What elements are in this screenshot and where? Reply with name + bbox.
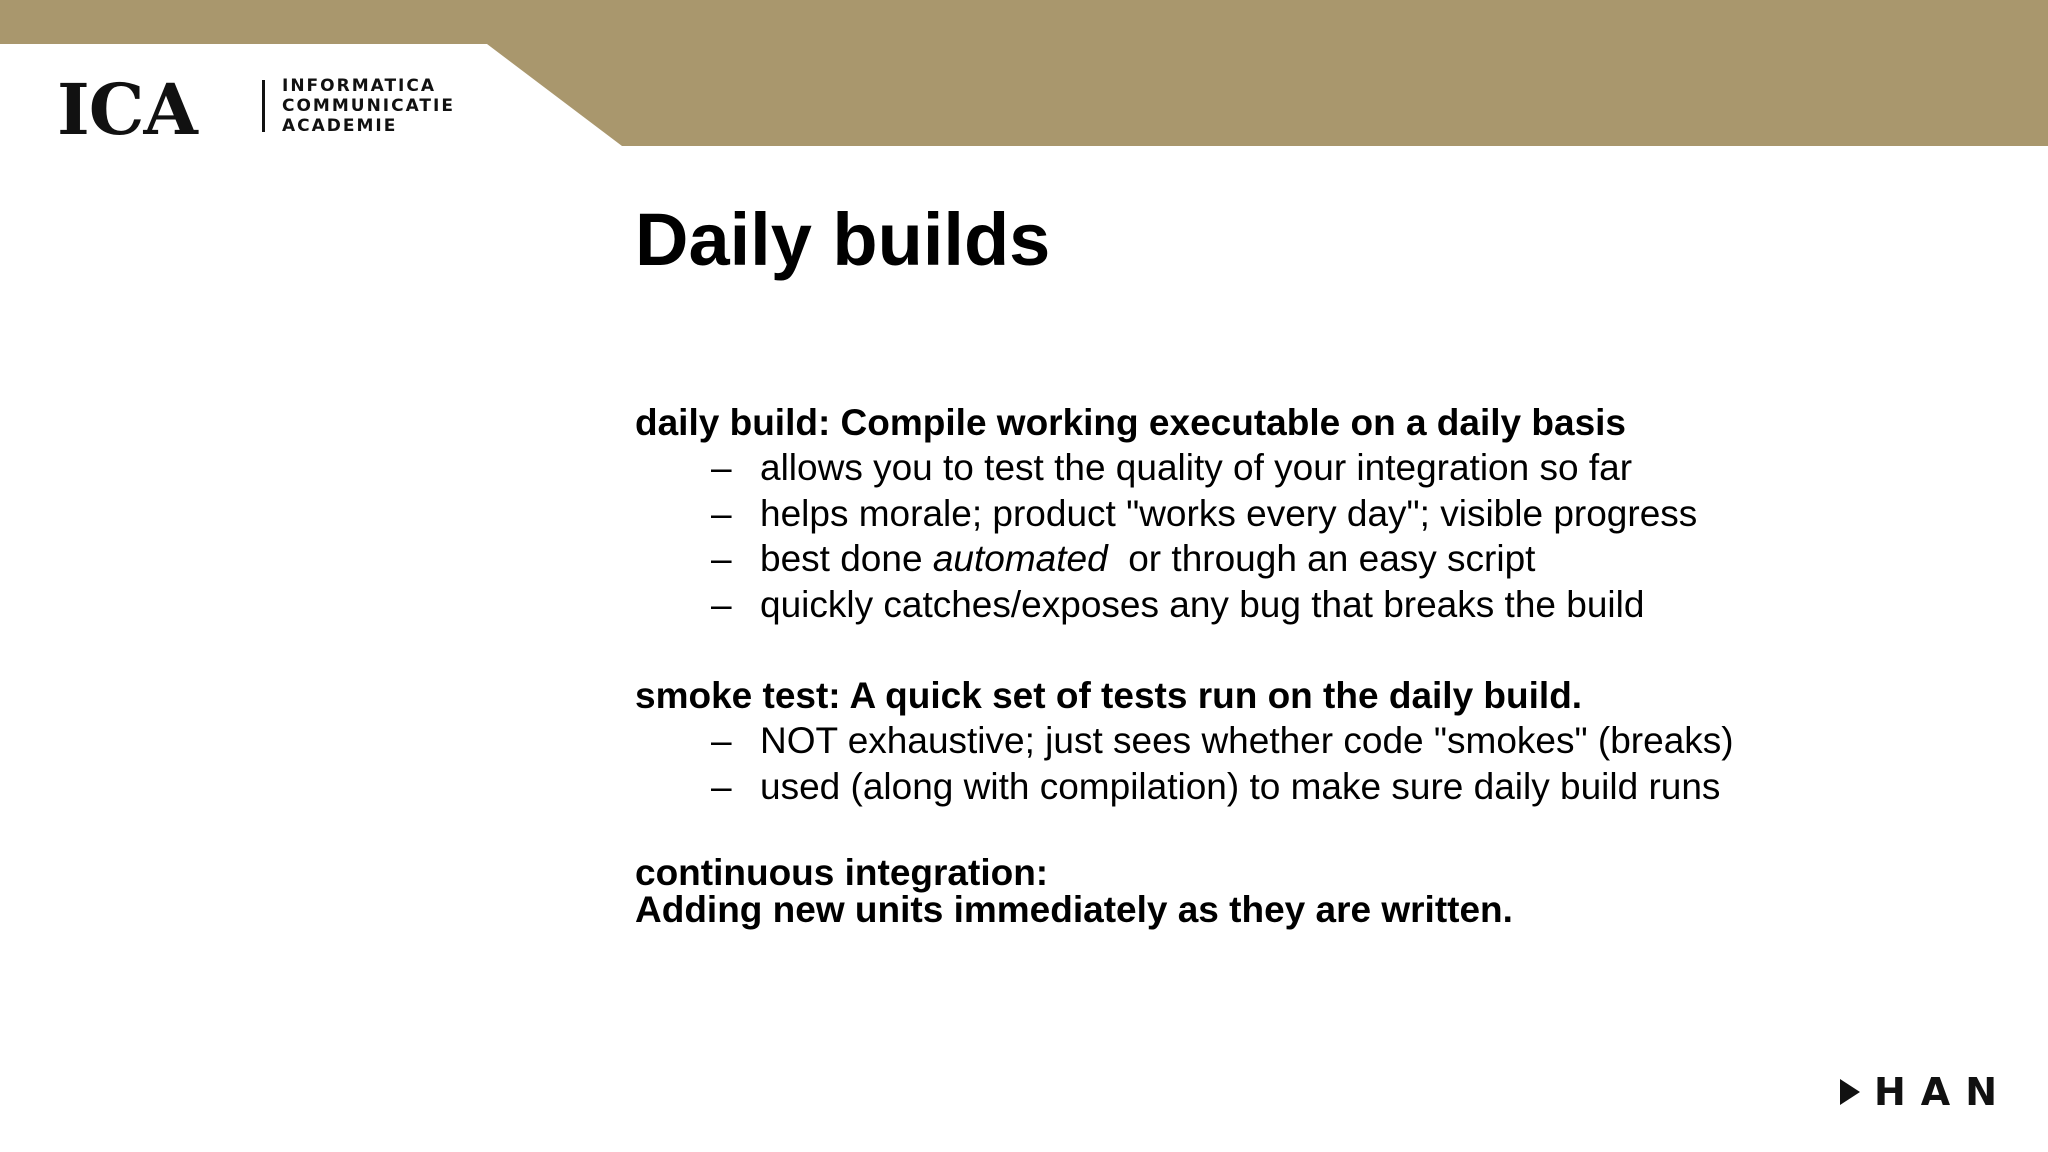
play-triangle-icon xyxy=(1840,1079,1860,1105)
slide-content xyxy=(635,400,1935,928)
continuous-integration-description: Adding new units immediately as they are written. xyxy=(635,889,1513,930)
bullet-text: quickly catches/exposes any bug that breaks the build xyxy=(760,583,1645,625)
logo-subtitle-line-3: ACADEMIE xyxy=(282,116,398,136)
smoke-test-heading: smoke test: A quick set of tests run on the daily build. xyxy=(635,675,1583,716)
daily-build-bullets xyxy=(635,445,1935,627)
han-wordmark: HAN xyxy=(1874,1070,2013,1114)
bullet-item xyxy=(635,582,1935,628)
logo-subtitle xyxy=(282,76,455,136)
logo-wordmark: ICA xyxy=(57,68,197,151)
bullet-item xyxy=(635,445,1935,491)
bullet-dash: – xyxy=(711,447,732,488)
bullet-item xyxy=(635,491,1935,537)
bullet-text: helps morale; product "works every day"; visible progress xyxy=(760,492,1698,534)
logo-subtitle-line-1: INFORMATICA xyxy=(282,76,437,96)
bullet-dash: – xyxy=(711,538,732,579)
section-spacer xyxy=(635,627,1935,673)
bullet-text: used (along with compilation) to make sure daily build runs xyxy=(760,765,1721,807)
bullet-item xyxy=(635,764,1935,810)
bullet-item xyxy=(635,718,1935,764)
logo-divider xyxy=(262,80,265,132)
bullet-dash: – xyxy=(711,720,732,761)
bullet-text-emphasis: automated xyxy=(932,538,1108,579)
smoke-test-bullets xyxy=(635,718,1935,809)
bullet-text: allows you to test the quality of your integration so far xyxy=(760,447,1633,488)
bullet-text: NOT exhaustive; just sees whether code "smokes" (breaks) xyxy=(760,720,1734,761)
bullet-dash: – xyxy=(711,765,732,807)
bullet-dash: – xyxy=(711,492,732,534)
daily-build-heading: daily build: Compile working executable on a daily basis xyxy=(635,402,1627,443)
logo-subtitle-line-2: COMMUNICATIE xyxy=(282,96,455,116)
continuous-integration-heading: continuous integration: xyxy=(635,852,1049,893)
bullet-text-start: best done xyxy=(760,538,933,579)
slide-title: Daily builds xyxy=(635,198,1051,281)
bullet-dash: – xyxy=(711,583,732,625)
bullet-item xyxy=(635,536,1935,582)
bullet-text-end: or through an easy script xyxy=(1107,538,1536,579)
section-spacer xyxy=(635,809,1935,854)
